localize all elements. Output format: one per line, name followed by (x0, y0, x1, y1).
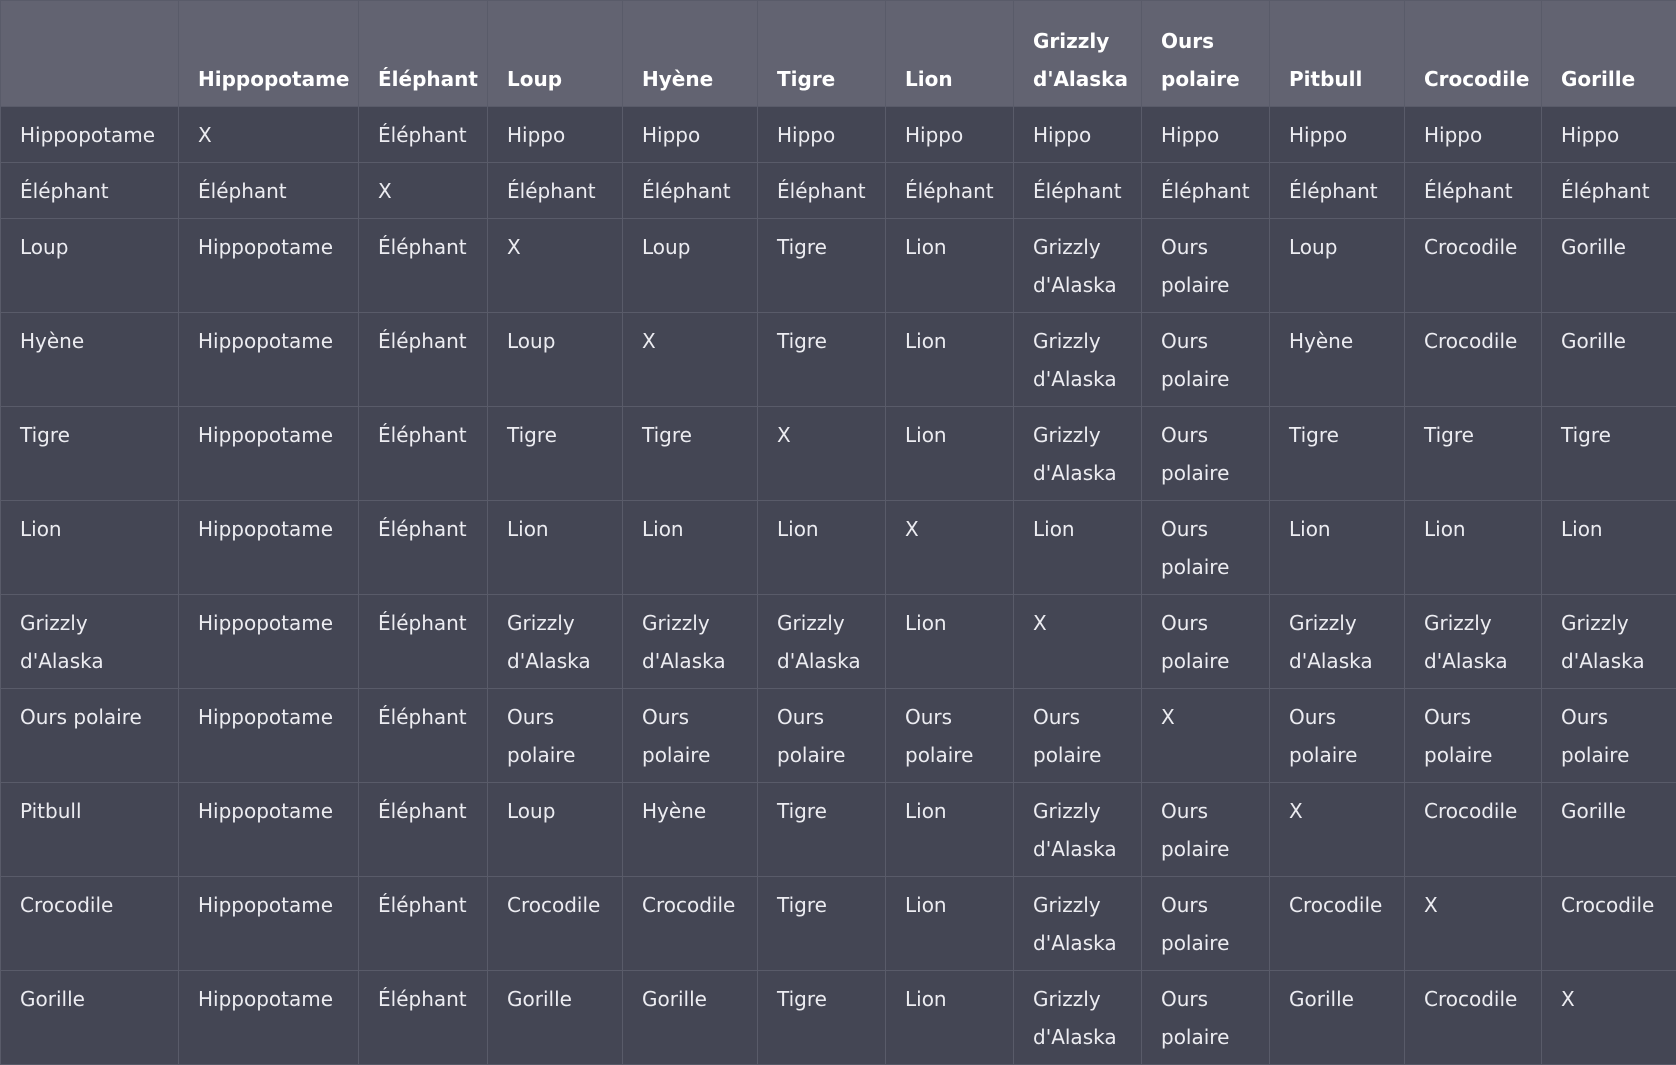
table-cell: Ours polaire (1142, 783, 1270, 877)
table-cell: Hippo (1405, 107, 1542, 163)
table-cell: Ours polaire (758, 689, 886, 783)
column-header: Pitbull (1270, 1, 1405, 107)
table-row (1, 163, 1676, 219)
table-cell: Grizzly d'Alaska (1014, 313, 1142, 407)
table-cell: Éléphant (359, 783, 488, 877)
column-header: Grizzly d'Alaska (1014, 1, 1142, 107)
table-cell: Lion (886, 877, 1014, 971)
table-cell: Hippopotame (179, 689, 359, 783)
row-header-cell: Pitbull (1, 783, 179, 877)
column-header: Lion (886, 1, 1014, 107)
table-cell: Éléphant (359, 595, 488, 689)
table-cell: Grizzly d'Alaska (1014, 219, 1142, 313)
table-cell: Ours polaire (488, 689, 623, 783)
table-cell: Lion (623, 501, 758, 595)
column-header: Gorille (1542, 1, 1676, 107)
table-cell: Loup (623, 219, 758, 313)
table-cell: Lion (886, 595, 1014, 689)
table-cell: Lion (886, 783, 1014, 877)
table-cell: Loup (488, 313, 623, 407)
table-cell: Grizzly d'Alaska (1014, 783, 1142, 877)
table-cell: Tigre (1270, 407, 1405, 501)
table-cell: Lion (886, 313, 1014, 407)
table-cell: Hippo (488, 107, 623, 163)
table-cell: X (1270, 783, 1405, 877)
corner-header-cell (1, 1, 179, 107)
table-cell: Tigre (1542, 407, 1676, 501)
table-cell: Éléphant (1014, 163, 1142, 219)
table-cell: Éléphant (1542, 163, 1676, 219)
table-cell: Loup (1270, 219, 1405, 313)
table-cell: Ours polaire (623, 689, 758, 783)
table-cell: Éléphant (359, 689, 488, 783)
table-cell: Gorille (623, 971, 758, 1065)
table-cell: Ours polaire (1142, 501, 1270, 595)
table-cell: X (488, 219, 623, 313)
table-cell: Grizzly d'Alaska (1270, 595, 1405, 689)
table-cell: Hippopotame (179, 501, 359, 595)
table-cell: Hippo (623, 107, 758, 163)
table-cell: Hippo (1142, 107, 1270, 163)
table-cell: Éléphant (758, 163, 886, 219)
table-cell: Tigre (758, 971, 886, 1065)
row-header-cell: Tigre (1, 407, 179, 501)
row-header-cell: Hippopotame (1, 107, 179, 163)
table-cell: Lion (1542, 501, 1676, 595)
table-cell: Ours polaire (1142, 313, 1270, 407)
table-cell: Hippopotame (179, 219, 359, 313)
table-row (1, 219, 1676, 313)
table-row (1, 783, 1676, 877)
table-cell: Hippo (758, 107, 886, 163)
table-cell: Hippo (886, 107, 1014, 163)
table-cell: Éléphant (359, 971, 488, 1065)
table-cell: Lion (886, 971, 1014, 1065)
table-cell: Hippo (1542, 107, 1676, 163)
table-cell: Lion (758, 501, 886, 595)
table-cell: Loup (488, 783, 623, 877)
table-cell: Éléphant (179, 163, 359, 219)
row-header-cell: Gorille (1, 971, 179, 1065)
table-cell: Éléphant (1142, 163, 1270, 219)
table-cell: Grizzly d'Alaska (1014, 971, 1142, 1065)
table-row (1, 689, 1676, 783)
table-cell: X (359, 163, 488, 219)
table-cell: Tigre (758, 219, 886, 313)
table-cell: X (886, 501, 1014, 595)
table-cell: Éléphant (623, 163, 758, 219)
row-header-cell: Éléphant (1, 163, 179, 219)
table-cell: Éléphant (359, 219, 488, 313)
table-cell: Éléphant (1270, 163, 1405, 219)
table-cell: Ours polaire (1014, 689, 1142, 783)
table-cell: X (179, 107, 359, 163)
table-cell: Tigre (758, 313, 886, 407)
table-cell: Lion (1405, 501, 1542, 595)
table-cell: Gorille (1542, 783, 1676, 877)
table-cell: Ours polaire (1142, 595, 1270, 689)
column-header: Ours polaire (1142, 1, 1270, 107)
table-cell: Crocodile (1405, 219, 1542, 313)
table-cell: Grizzly d'Alaska (1542, 595, 1676, 689)
table-cell: Hippopotame (179, 971, 359, 1065)
table-cell: Hippopotame (179, 783, 359, 877)
table-cell: X (1142, 689, 1270, 783)
column-header: Loup (488, 1, 623, 107)
row-header-cell: Ours polaire (1, 689, 179, 783)
table-cell: Ours polaire (1142, 971, 1270, 1065)
table-row (1, 107, 1676, 163)
table-cell: Ours polaire (1270, 689, 1405, 783)
table-cell: Tigre (1405, 407, 1542, 501)
table-cell: Crocodile (1405, 313, 1542, 407)
table-cell: Tigre (623, 407, 758, 501)
table-cell: Gorille (1270, 971, 1405, 1065)
table-cell: Éléphant (886, 163, 1014, 219)
table-cell: Hippo (1014, 107, 1142, 163)
table-cell: Gorille (1542, 219, 1676, 313)
table-body (1, 107, 1676, 1065)
table-cell: Éléphant (359, 501, 488, 595)
table-cell: Éléphant (1405, 163, 1542, 219)
table-cell: Tigre (758, 783, 886, 877)
table-row (1, 313, 1676, 407)
table-cell: Crocodile (1405, 783, 1542, 877)
table-cell: X (1405, 877, 1542, 971)
table-cell: Éléphant (359, 877, 488, 971)
table-cell: Ours polaire (1542, 689, 1676, 783)
header-row (1, 1, 1676, 107)
table-cell: Hippo (1270, 107, 1405, 163)
table-cell: Ours polaire (1142, 877, 1270, 971)
table-row (1, 877, 1676, 971)
table-cell: Lion (886, 219, 1014, 313)
table-row (1, 595, 1676, 689)
table-cell: Crocodile (623, 877, 758, 971)
table-cell: Ours polaire (886, 689, 1014, 783)
table-cell: Lion (1014, 501, 1142, 595)
table-cell: X (1014, 595, 1142, 689)
table-cell: Lion (1270, 501, 1405, 595)
table-cell: Éléphant (359, 407, 488, 501)
table-cell: Tigre (488, 407, 623, 501)
table-row (1, 501, 1676, 595)
row-header-cell: Crocodile (1, 877, 179, 971)
table-cell: Crocodile (1542, 877, 1676, 971)
table-cell: X (623, 313, 758, 407)
table-cell: Hippopotame (179, 877, 359, 971)
column-header: Tigre (758, 1, 886, 107)
table-cell: Lion (488, 501, 623, 595)
table-cell: Grizzly d'Alaska (758, 595, 886, 689)
table-cell: Crocodile (1405, 971, 1542, 1065)
table-cell: Éléphant (488, 163, 623, 219)
table-cell: Grizzly d'Alaska (1405, 595, 1542, 689)
row-header-cell: Hyène (1, 313, 179, 407)
table-cell: Gorille (488, 971, 623, 1065)
table-cell: Ours polaire (1405, 689, 1542, 783)
table-cell: X (758, 407, 886, 501)
column-header: Éléphant (359, 1, 488, 107)
table-cell: Gorille (1542, 313, 1676, 407)
table-cell: Éléphant (359, 313, 488, 407)
table-cell: Hippopotame (179, 407, 359, 501)
table-cell: Grizzly d'Alaska (1014, 877, 1142, 971)
table-cell: Tigre (758, 877, 886, 971)
column-header: Crocodile (1405, 1, 1542, 107)
table-cell: Crocodile (1270, 877, 1405, 971)
table-row (1, 407, 1676, 501)
table-cell: Ours polaire (1142, 407, 1270, 501)
table-cell: Hyène (623, 783, 758, 877)
column-header: Hyène (623, 1, 758, 107)
table-cell: Lion (886, 407, 1014, 501)
table-cell: X (1542, 971, 1676, 1065)
table-cell: Ours polaire (1142, 219, 1270, 313)
table-row (1, 971, 1676, 1065)
row-header-cell: Lion (1, 501, 179, 595)
table-cell: Éléphant (359, 107, 488, 163)
table-cell: Hyène (1270, 313, 1405, 407)
table-cell: Grizzly d'Alaska (1014, 407, 1142, 501)
table-cell: Hippopotame (179, 595, 359, 689)
table-cell: Grizzly d'Alaska (488, 595, 623, 689)
table-cell: Crocodile (488, 877, 623, 971)
table-header (1, 1, 1676, 107)
row-header-cell: Loup (1, 219, 179, 313)
row-header-cell: Grizzly d'Alaska (1, 595, 179, 689)
column-header: Hippopotame (179, 1, 359, 107)
table-cell: Grizzly d'Alaska (623, 595, 758, 689)
table-cell: Hippopotame (179, 313, 359, 407)
